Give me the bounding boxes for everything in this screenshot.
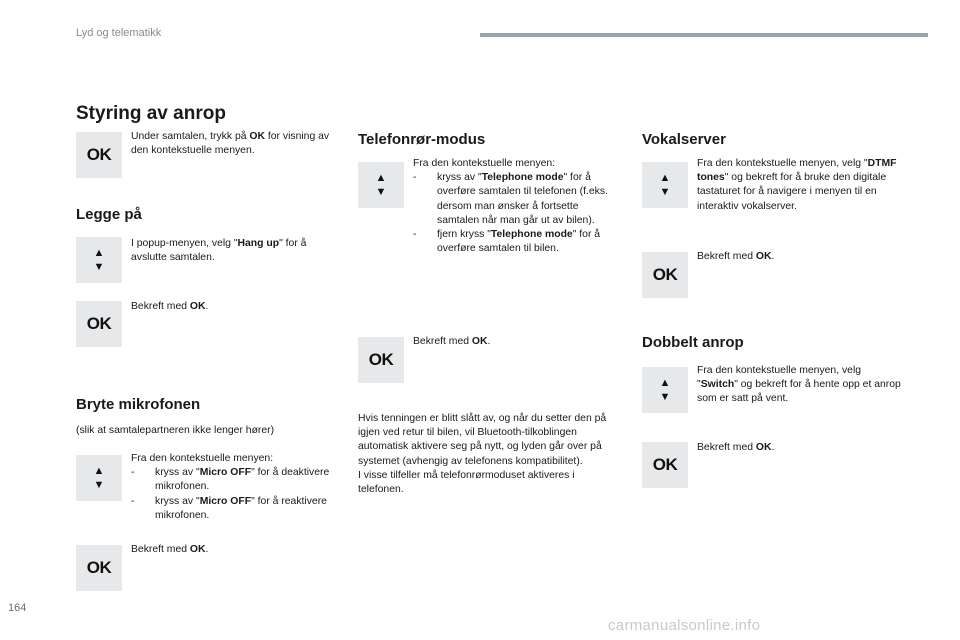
legge-pa-confirm: Bekreft med OK. bbox=[131, 301, 209, 312]
up-down-arrows-icon bbox=[642, 367, 688, 413]
telefonror-note: Hvis tenningen er blitt slått av, og når du setter den på igjen ved retur til bilen, vil Bluetooth-tilkoblingen automatisk aktivere seg på nytt, og lyden går over på systemet (avhengig av telefonens kompatibilitet). I visse tilfeller må telefonrørmoduset aktiveres i telefonen. bbox=[358, 413, 607, 496]
intro-text: Under samtalen, trykk på OK for visning av den kontekstuelle menyen. bbox=[131, 131, 330, 157]
section-title-vokalserver: Vokalserver bbox=[642, 131, 726, 148]
down-arrow-icon: ▼ bbox=[93, 479, 105, 491]
ok-key-icon bbox=[76, 132, 122, 178]
telefonror-text: Fra den kontekstuelle menyen: - kryss av "Telephone mode" for å overføre samtalen til telefonen (f.eks. dersom man ønsker å fortsette samtalen når man går ut av bilen). - fjern kryss "Telephone mode" for å overføre samtalen til bilen. bbox=[413, 157, 623, 256]
ok-key-icon bbox=[642, 252, 688, 298]
ok-key-icon bbox=[642, 442, 688, 488]
up-down-arrows-icon bbox=[642, 162, 688, 208]
vokalserver-confirm: Bekreft med OK. bbox=[697, 251, 775, 262]
down-arrow-icon: ▼ bbox=[375, 186, 387, 198]
section-title-legge-pa: Legge på bbox=[76, 206, 142, 223]
running-header: Lyd og telematikk bbox=[76, 27, 162, 39]
ok-key-label: OK bbox=[368, 350, 394, 369]
up-arrow-icon: ▲ bbox=[93, 465, 105, 477]
list-item: - kryss av "Micro OFF" for å deaktivere mikrofonen. bbox=[131, 467, 330, 493]
ok-key-label: OK bbox=[86, 558, 112, 577]
watermark: carmanualsonline.info bbox=[608, 617, 761, 634]
list-item: - kryss av "Micro OFF" for å reaktivere mikrofonen. bbox=[131, 495, 327, 521]
up-arrow-icon: ▲ bbox=[659, 172, 671, 184]
ok-key-icon bbox=[76, 301, 122, 347]
ok-key-label: OK bbox=[86, 145, 112, 164]
dobbelt-text: Fra den kontekstuelle menyen, velg "Switch" og bekreft for å hente opp et anrop som er satt på vent. bbox=[697, 365, 901, 405]
section-title-dobbelt: Dobbelt anrop bbox=[642, 334, 744, 351]
section-title-bryte: Bryte mikrofonen bbox=[76, 396, 201, 413]
bryte-note: (slik at samtalepartneren ikke lenger hører) bbox=[76, 425, 275, 436]
header-rule bbox=[480, 33, 928, 37]
up-down-arrows-icon bbox=[358, 162, 404, 208]
legge-pa-text: I popup-menyen, velg "Hang up" for å avslutte samtalen. bbox=[131, 238, 307, 264]
bryte-confirm: Bekreft med OK. bbox=[131, 544, 209, 555]
dobbelt-confirm: Bekreft med OK. bbox=[697, 442, 775, 453]
up-down-arrows-icon bbox=[76, 237, 122, 283]
ok-key-icon bbox=[358, 337, 404, 383]
up-arrow-icon: ▲ bbox=[375, 172, 387, 184]
ok-key-icon bbox=[76, 545, 122, 591]
up-arrow-icon: ▲ bbox=[93, 247, 105, 259]
down-arrow-icon: ▼ bbox=[93, 261, 105, 273]
ok-key-label: OK bbox=[652, 265, 678, 284]
down-arrow-icon: ▼ bbox=[659, 186, 671, 198]
section-title-telefonror: Telefonrør-modus bbox=[358, 131, 486, 148]
down-arrow-icon: ▼ bbox=[659, 391, 671, 403]
vokalserver-text: Fra den kontekstuelle menyen, velg "DTMF tones" og bekreft for å bruke den digitale tastaturet for å navigere i menyen til en interaktiv vokalserver. bbox=[697, 158, 897, 212]
ok-key-label: OK bbox=[86, 314, 112, 333]
page-title: Styring av anrop bbox=[76, 103, 226, 124]
page-number: 164 bbox=[8, 602, 27, 614]
list-item: - kryss av "Telephone mode" for å overføre samtalen til telefonen (f.eks. dersom man ønsker å fortsette samtalen når man går ut av bilen). bbox=[413, 172, 608, 226]
up-down-arrows-icon bbox=[76, 455, 122, 501]
up-arrow-icon: ▲ bbox=[659, 377, 671, 389]
ok-key-label: OK bbox=[652, 455, 678, 474]
telefonror-confirm: Bekreft med OK. bbox=[413, 336, 491, 347]
list-item: - fjern kryss "Telephone mode" for å overføre samtalen til bilen. bbox=[413, 229, 601, 255]
bryte-text: Fra den kontekstuelle menyen: - kryss av "Micro OFF" for å deaktivere mikrofonen. - kryss av "Micro OFF" for å reaktivere mikrofonen. bbox=[131, 452, 341, 523]
